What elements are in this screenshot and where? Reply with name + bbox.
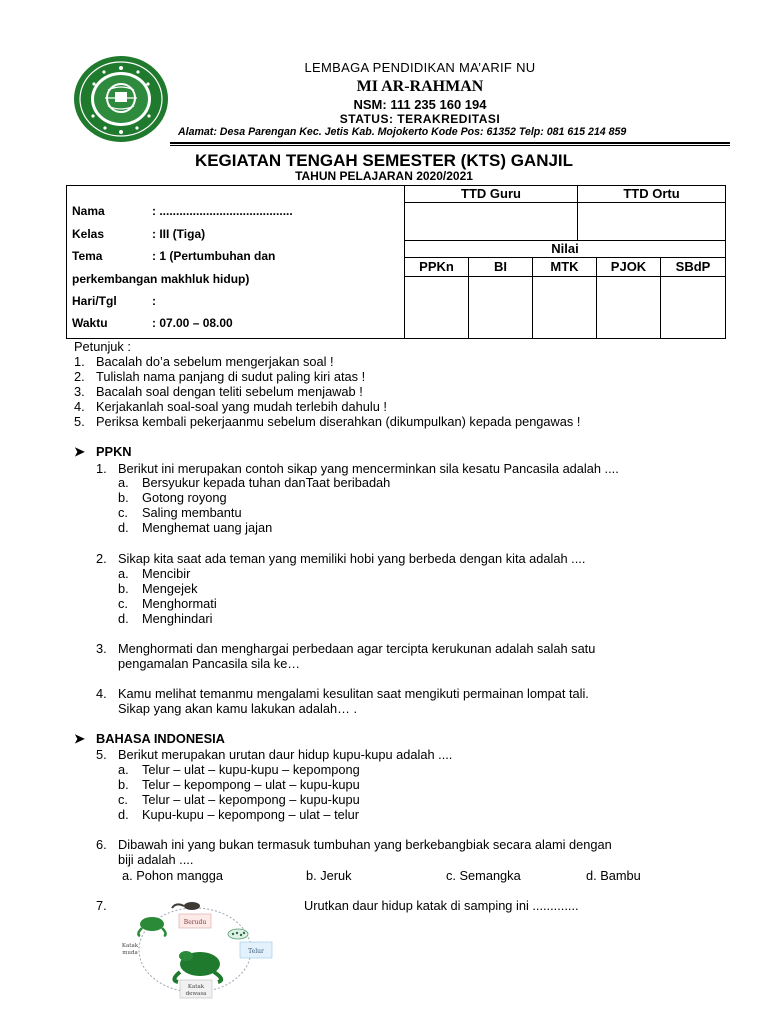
- option-text: Menghemat uang jajan: [142, 520, 273, 535]
- option-text: Bersyukur kepada tuhan danTaat beribadah: [142, 475, 391, 490]
- exam-title: KEGIATAN TENGAH SEMESTER (KTS) GANJIL: [194, 151, 574, 170]
- section-ppkn: [74, 444, 132, 460]
- instruction-item: [74, 414, 734, 429]
- option-text: Telur – ulat – kepompong – kupu-kupu: [142, 792, 360, 807]
- question-4: [96, 686, 589, 701]
- field-label: Nama: [72, 204, 105, 218]
- option-d[interactable]: d. Bambu: [586, 868, 641, 883]
- option-a[interactable]: [118, 762, 360, 777]
- question-text: Sikap kita saat ada teman yang memiliki hobi yang berbeda dengan kita adalah ....: [118, 551, 586, 566]
- option-text: Menghindari: [142, 611, 213, 626]
- option-d[interactable]: [118, 611, 213, 626]
- option-d[interactable]: [118, 807, 359, 822]
- field-waktu: [72, 316, 233, 330]
- question-1: [96, 461, 619, 476]
- field-value[interactable]: :: [152, 294, 156, 308]
- instruction-item: [74, 384, 734, 399]
- option-letter: d.: [118, 520, 129, 535]
- question-text: Kamu melihat temanmu mengalami kesulitan saat mengikuti permainan lompat tali.: [118, 686, 589, 701]
- instructions-title: Petunjuk :: [74, 339, 131, 354]
- question-text: Dibawah ini yang bukan termasuk tumbuhan yang berkebangbiak secara alami dengan: [118, 837, 612, 852]
- subject-sbdp: SBdP: [660, 257, 726, 277]
- item-number: 5.: [74, 414, 85, 429]
- option-text: Telur – ulat – kupu-kupu – kepompong: [142, 762, 360, 777]
- school-name: MI AR-RAHMAN: [356, 78, 484, 95]
- header-divider: [170, 142, 730, 144]
- frog-eggs-icon: [228, 929, 248, 939]
- option-letter: c.: [118, 505, 128, 520]
- field-label: Hari/Tgl: [72, 294, 117, 308]
- instruction-item: [74, 354, 734, 369]
- question-text: Berikut ini merupakan contoh sikap yang mencerminkan sila kesatu Pancasila adalah ....: [118, 461, 619, 476]
- question-3: [96, 641, 596, 656]
- nilai-header: Nilai: [404, 240, 726, 258]
- item-number: 2.: [74, 369, 85, 384]
- score-ppkn[interactable]: [404, 276, 469, 339]
- option-letter: b.: [118, 581, 129, 596]
- option-letter: b.: [118, 777, 129, 792]
- option-text: Menghormati: [142, 596, 217, 611]
- subject-pjok: PJOK: [596, 257, 661, 277]
- option-text: Mengejek: [142, 581, 198, 596]
- field-hari-tgl: [72, 294, 156, 308]
- option-b[interactable]: [118, 581, 198, 596]
- question-number: 6.: [96, 837, 107, 852]
- option-text: Gotong royong: [142, 490, 227, 505]
- option-b[interactable]: [118, 777, 360, 792]
- option-text: Mencibir: [142, 566, 191, 581]
- item-text: Kerjakanlah soal-soal yang mudah terlebih dahulu !: [96, 399, 387, 414]
- subject-bi: BI: [468, 257, 533, 277]
- question-4-continued: Sikap yang akan kamu lakukan adalah… .: [118, 701, 358, 716]
- option-text: Saling membantu: [142, 505, 242, 520]
- option-c[interactable]: [118, 505, 242, 520]
- arrow-bullet-icon: ➤: [74, 444, 85, 459]
- field-value: : 07.00 – 08.00: [152, 316, 233, 330]
- section-title: PPKN: [96, 444, 132, 459]
- option-b[interactable]: [118, 490, 227, 505]
- section-title: BAHASA INDONESIA: [96, 731, 225, 746]
- label-katak-muda-2: muda: [122, 950, 138, 956]
- field-value[interactable]: : ........................................: [152, 204, 293, 218]
- option-b[interactable]: b. Jeruk: [306, 868, 352, 883]
- label-katak-dewasa-2: dewasa: [185, 991, 207, 997]
- subject-ppkn: PPKn: [404, 257, 469, 277]
- option-letter: a.: [118, 566, 129, 581]
- subject-mtk: MTK: [532, 257, 597, 277]
- ttd-guru-box[interactable]: [404, 202, 578, 241]
- question-7-number: 7.: [96, 898, 107, 913]
- field-label: Tema: [72, 249, 103, 263]
- instruction-item: [74, 369, 734, 384]
- option-letter: c.: [118, 596, 128, 611]
- option-c[interactable]: [118, 792, 360, 807]
- question-6: [96, 837, 612, 852]
- item-number: 1.: [74, 354, 85, 369]
- question-text: Berikut merupakan urutan daur hidup kupu-kupu adalah ....: [118, 747, 453, 762]
- question-number: 2.: [96, 551, 107, 566]
- item-text: Tulislah nama panjang di sudut paling kiri atas !: [96, 369, 366, 384]
- instruction-item: [74, 399, 734, 414]
- option-c[interactable]: [118, 596, 217, 611]
- option-letter: a.: [118, 475, 129, 490]
- school-address: Alamat: Desa Parengan Kec. Jetis Kab. Mojokerto Kode Pos: 61352 Telp: 081 615 214 859: [178, 126, 627, 138]
- adult-frog-icon: [174, 951, 221, 982]
- section-bahasa-indonesia: [74, 731, 225, 747]
- field-kelas: [72, 227, 205, 241]
- option-a[interactable]: [118, 475, 391, 490]
- ttd-ortu-header: TTD Ortu: [577, 185, 726, 203]
- field-value: : III (Tiga): [152, 227, 206, 241]
- ttd-guru-header: TTD Guru: [404, 185, 578, 203]
- label-katak-dewasa-1: Katak: [187, 984, 205, 990]
- option-d[interactable]: [118, 520, 273, 535]
- question-text: Menghormati dan menghargai perbedaan agar tercipta kerukunan adalah salah satu: [118, 641, 596, 656]
- item-number: 4.: [74, 399, 85, 414]
- question-7-text: Urutkan daur hidup katak di samping ini .............: [304, 898, 579, 913]
- signature-score-table: [404, 185, 726, 339]
- option-text: Kupu-kupu – kepompong – ulat – telur: [142, 807, 359, 822]
- score-sbdp[interactable]: [660, 276, 726, 339]
- field-value: perkembangan makhluk hidup): [72, 272, 250, 286]
- question-3-continued: pengamalan Pancasila sila ke…: [118, 656, 301, 671]
- field-nama: [72, 204, 293, 218]
- item-number: 3.: [74, 384, 85, 399]
- label-katak-muda-1: Katak: [121, 943, 139, 949]
- option-c[interactable]: c. Semangka: [446, 868, 521, 883]
- question-5: [96, 747, 453, 762]
- score-bi[interactable]: [468, 276, 533, 339]
- field-tema-continued: [72, 272, 249, 286]
- item-text: Bacalah do’a sebelum mengerjakan soal !: [96, 354, 334, 369]
- field-label: Waktu: [72, 316, 108, 330]
- question-number: 1.: [96, 461, 107, 476]
- option-a[interactable]: a. Pohon mangga: [122, 868, 224, 883]
- field-label: Kelas: [72, 227, 105, 241]
- option-letter: b.: [118, 490, 129, 505]
- question-number: 5.: [96, 747, 107, 762]
- question-6-continued: biji adalah ....: [118, 852, 194, 867]
- school-status: STATUS: TERAKREDITASI: [339, 112, 501, 126]
- option-letter: d.: [118, 807, 129, 822]
- option-letter: a.: [118, 762, 129, 777]
- score-mtk[interactable]: [532, 276, 597, 339]
- item-text: Bacalah soal dengan teliti sebelum menjawab !: [96, 384, 363, 399]
- option-a[interactable]: [118, 566, 191, 581]
- field-tema: [72, 249, 275, 263]
- frog-life-cycle-diagram: [110, 896, 280, 1004]
- header-divider-thin: [170, 145, 730, 146]
- field-value: : 1 (Pertumbuhan dan: [152, 249, 276, 263]
- school-nsm: NSM: 111 235 160 194: [353, 97, 487, 112]
- item-text: Periksa kembali pekerjaanmu sebelum diserahkan (dikumpulkan) kepada pengawas !: [96, 414, 581, 429]
- option-letter: d.: [118, 611, 129, 626]
- option-text: Telur – kepompong – ulat – kupu-kupu: [142, 777, 360, 792]
- question-number: 4.: [96, 686, 107, 701]
- label-telur: Telur: [248, 948, 264, 955]
- ttd-ortu-box[interactable]: [577, 202, 726, 241]
- option-letter: c.: [118, 792, 128, 807]
- question-2: [96, 551, 586, 566]
- frog-cycle-illustration: [110, 896, 280, 1004]
- exam-year: TAHUN PELAJARAN 2020/2021: [295, 169, 473, 183]
- arrow-bullet-icon: ➤: [74, 731, 85, 746]
- institution-name: LEMBAGA PENDIDIKAN MA’ARIF NU: [304, 60, 536, 75]
- score-pjok[interactable]: [596, 276, 661, 339]
- tadpole-icon: [172, 902, 200, 910]
- young-frog-icon: [138, 917, 165, 936]
- question-number: 3.: [96, 641, 107, 656]
- label-berudu: Berudu: [183, 919, 207, 926]
